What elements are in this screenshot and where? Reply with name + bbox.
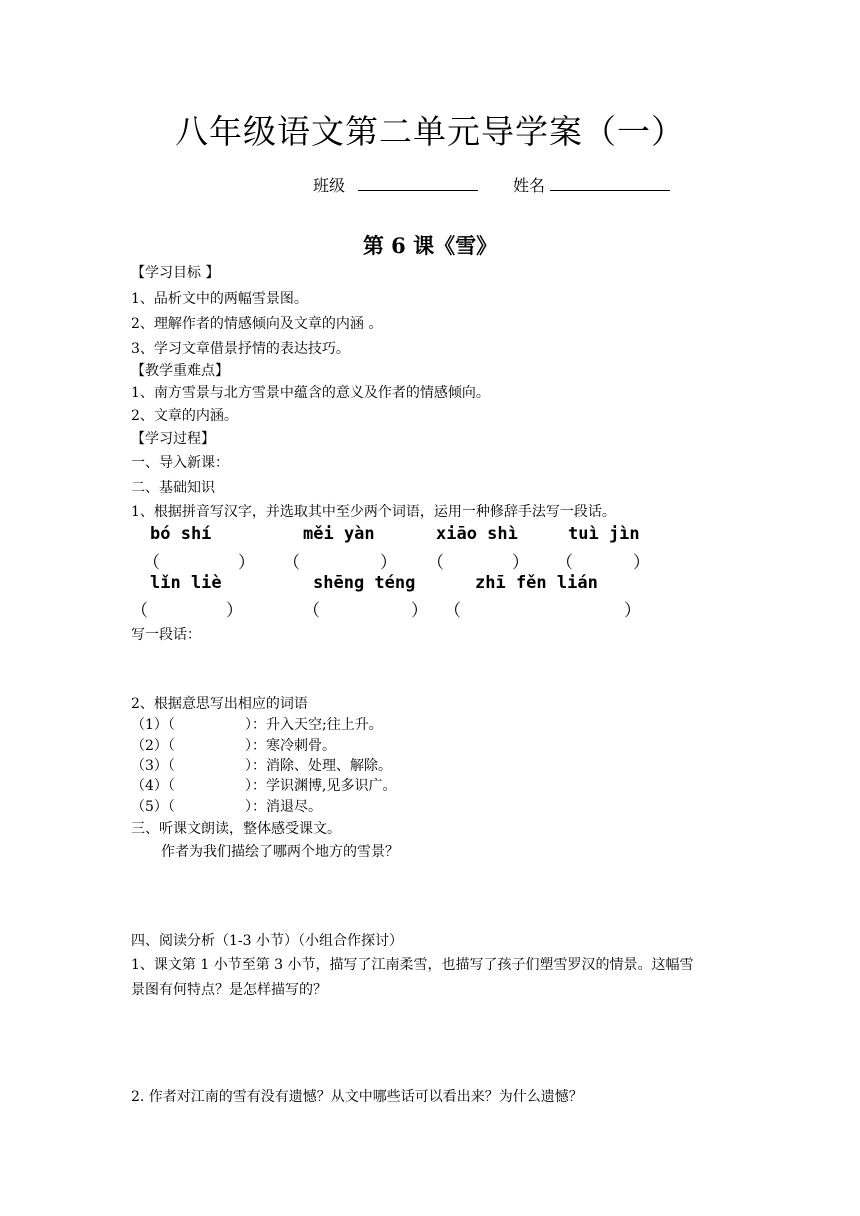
paren-open: （ — [283, 553, 300, 573]
name-blank — [550, 174, 670, 191]
analysis-question-1: 1、课文第 1 小节至第 3 小节，描写了江南柔雪，也描写了孩子们塑雪罗汉的情景。这幅雪 — [131, 957, 694, 973]
paren-open: （ — [143, 553, 160, 573]
meaning-number: （3）（ — [131, 758, 175, 774]
paren-close: ） — [624, 601, 641, 621]
paren-close: ） — [380, 553, 397, 573]
meaning-definition: ）：寒冷刺骨。 — [245, 738, 336, 754]
meaning-number: （1）（ — [131, 717, 175, 733]
meaning-number: （4）（ — [131, 778, 175, 794]
pinyin-item: zhī fěn lián — [475, 573, 598, 593]
paren-close: ） — [411, 601, 428, 621]
goal-item: 3、学习文章借景抒情的表达技巧。 — [131, 341, 350, 357]
meaning-number: （2）（ — [131, 738, 175, 754]
step-intro: 一、导入新课： — [131, 455, 229, 471]
paren-close: ） — [512, 553, 529, 573]
question-pinyin: 1、根据拼音写汉字，并选取其中至少两个词语，运用一种修辞手法写一段话。 — [131, 504, 616, 520]
pinyin-item: xiāo shì — [436, 524, 518, 544]
write-paragraph-label: 写一段话： — [131, 627, 201, 643]
key-point-item: 2、文章的内涵。 — [131, 408, 238, 424]
paren-open: （ — [444, 601, 461, 621]
name-label: 姓名 — [513, 176, 546, 195]
question-two-places: 作者为我们描绘了哪两个地方的雪景？ — [161, 844, 399, 860]
paren-open: （ — [131, 601, 148, 621]
meaning-definition: ）：消除、处理、解除。 — [245, 758, 392, 774]
pinyin-item: měi yàn — [303, 524, 375, 544]
key-points-heading: 【教学重难点】 — [131, 363, 229, 379]
paren-close: ） — [633, 553, 650, 573]
analysis-question-1-cont: 景图有何特点？是怎样描写的？ — [131, 982, 327, 998]
class-label: 班级 — [313, 176, 346, 195]
meaning-definition: ）：消退尽。 — [245, 799, 322, 815]
name-field — [513, 173, 670, 196]
paren-open: （ — [427, 553, 444, 573]
class-blank — [358, 174, 478, 191]
pinyin-item: tuì jìn — [568, 524, 640, 544]
process-heading: 【学习过程】 — [131, 431, 215, 447]
key-point-item: 1、南方雪景与北方雪景中蕴含的意义及作者的情感倾向。 — [131, 385, 490, 401]
page-title: 八年级语文第二单元导学案（一） — [175, 112, 685, 151]
pinyin-item: bó shí — [150, 524, 212, 544]
question-meaning: 2、根据意思写出相应的词语 — [131, 696, 308, 712]
class-field — [313, 173, 478, 196]
goal-item: 1、品析文中的两幅雪景图。 — [131, 291, 308, 307]
goals-heading: 【学习目标 】 — [131, 265, 220, 281]
step-reading-analysis: 四、阅读分析（1-3 小节）（小组合作探讨） — [131, 933, 403, 949]
goal-item: 2、理解作者的情感倾向及文章的内涵 。 — [131, 316, 383, 332]
lesson-title: 第 6 课《雪》 — [362, 233, 498, 258]
analysis-question-2: 2. 作者对江南的雪有没有遗憾？从文中哪些话可以看出来？为什么遗憾？ — [131, 1089, 583, 1105]
step-listen: 三、听课文朗读，整体感受课文。 — [131, 821, 341, 837]
step-basics: 二、基础知识 — [131, 480, 215, 496]
paren-close: ） — [238, 553, 255, 573]
pinyin-item: shēng téng — [313, 573, 416, 593]
meaning-number: （5）（ — [131, 799, 175, 815]
pinyin-item: lǐn liè — [150, 573, 222, 593]
paren-close: ） — [226, 601, 243, 621]
meaning-definition: ）：学识渊博,见多识广。 — [245, 778, 397, 794]
paren-open: （ — [303, 601, 320, 621]
paren-open: （ — [556, 553, 573, 573]
meaning-definition: ）：升入天空;往上升。 — [245, 717, 383, 733]
